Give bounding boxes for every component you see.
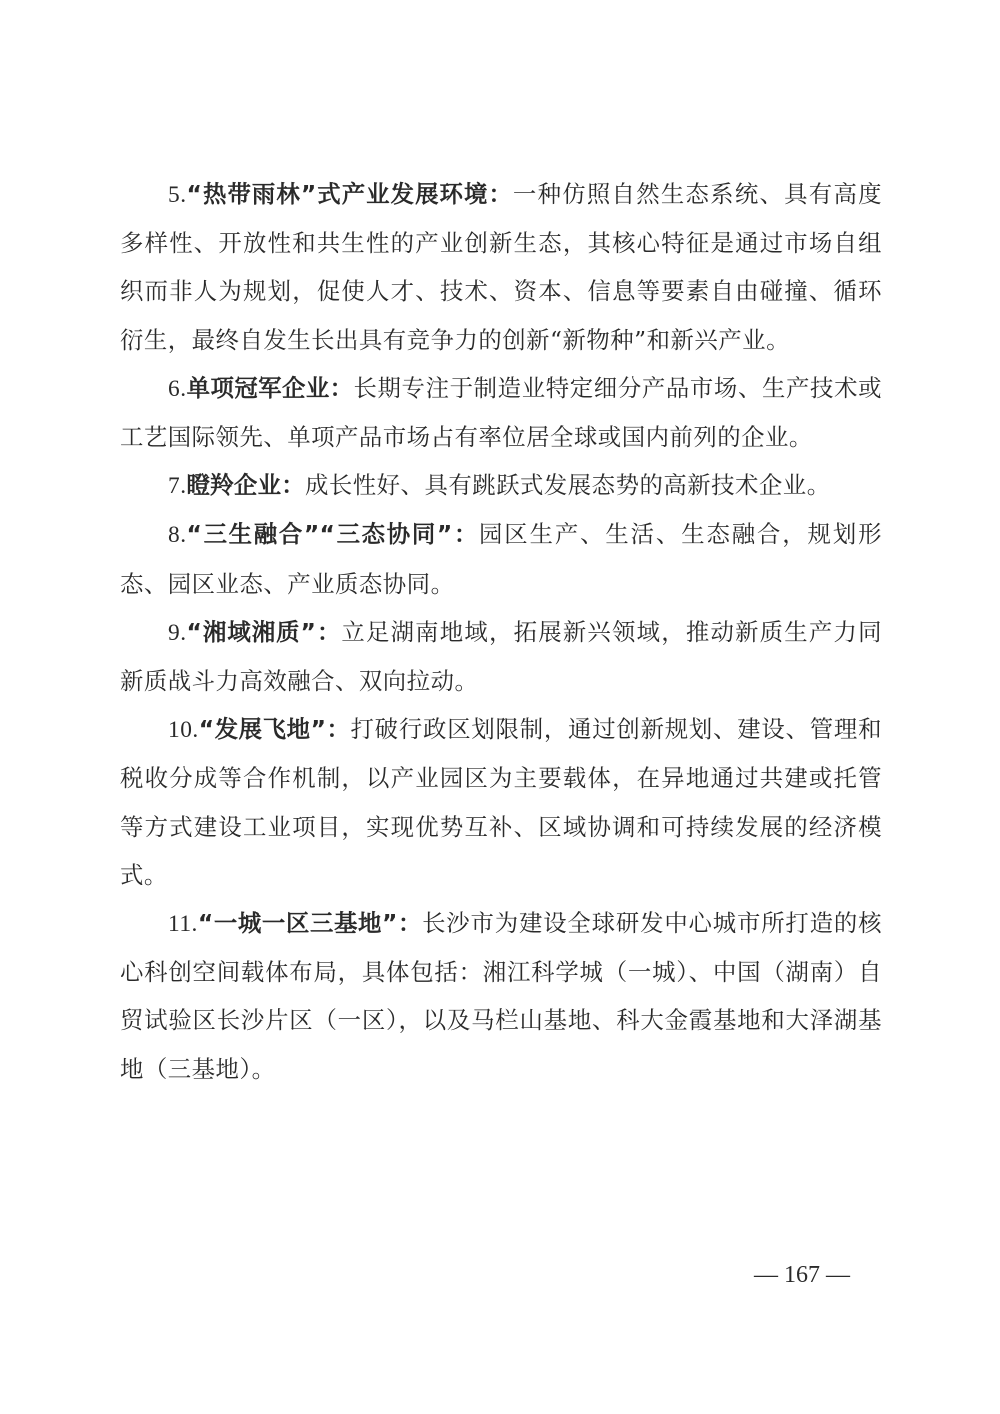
glossary-entry-10 — [120, 705, 882, 899]
entry-number: 11. — [168, 911, 198, 938]
entry-number: 9. — [168, 619, 187, 646]
glossary-entry-8 — [120, 510, 882, 607]
glossary-body — [120, 170, 882, 1093]
entry-term: “三生融合”“三态协同”： — [186, 520, 480, 549]
entry-number: 7. — [168, 473, 187, 500]
page-number: — 167 — — [754, 1262, 850, 1288]
entry-definition: 立足湖南地域，拓展新兴领域，推动新质生产力同新质战斗力高效融合、双向拉动。 — [120, 617, 882, 696]
entry-number: 10. — [168, 717, 199, 744]
entry-number: 5. — [168, 182, 187, 208]
entry-definition: 成长性好、具有跳跃式发展态势的高新技术企业。 — [305, 471, 831, 500]
glossary-entry-7 — [120, 461, 882, 510]
entry-term: “一城一区三基地”： — [197, 909, 423, 938]
glossary-entry-9 — [120, 608, 882, 705]
entry-definition: 长期专注于制造业特定细分产品市场、生产技术或工艺国际领先、单项产品市场占有率位居全球或国内前列的企业。 — [120, 373, 882, 452]
glossary-entry-6 — [120, 364, 882, 461]
entry-definition: 长沙市为建设全球研发中心城市所打造的核心科创空间载体布局，具体包括：湘江科学城（一城）、中国（湖南）自贸试验区长沙片区（一区），以及马栏山基地、科大金霞基地和大泽湖基地（三基地）。 — [120, 909, 882, 1083]
entry-definition: 园区生产、生活、生态融合，规划形态、园区业态、产业质态协同。 — [120, 520, 882, 598]
entry-term: “湘域湘质”： — [186, 617, 342, 646]
entry-number: 8. — [168, 522, 187, 549]
entry-definition: 打破行政区划限制，通过创新规划、建设、管理和税收分成等合作机制，以产业园区为主要载体，在异地通过共建或托管等方式建设工业项目，实现优势互补、区域协调和可持续发展的经济模式。 — [120, 715, 882, 889]
entry-term: “发展飞地”： — [198, 715, 351, 744]
entry-term: “热带雨林”式产业发展环境： — [186, 180, 513, 208]
entry-number: 6. — [168, 375, 187, 402]
entry-term: 瞪羚企业： — [186, 471, 305, 500]
entry-term: 单项冠军企业： — [186, 373, 354, 402]
glossary-entry-11 — [120, 899, 882, 1093]
entry-definition: 一种仿照自然生态系统、具有高度多样性、开放性和共生性的产业创新生态，其核心特征是通过市场自组织而非人为规划，促使人才、技术、资本、信息等要素自由碰撞、循环衍生，最终自发生长出具有竞争力的创新“新物种”和新兴产业。 — [120, 180, 882, 354]
glossary-entry-5 — [120, 170, 882, 364]
